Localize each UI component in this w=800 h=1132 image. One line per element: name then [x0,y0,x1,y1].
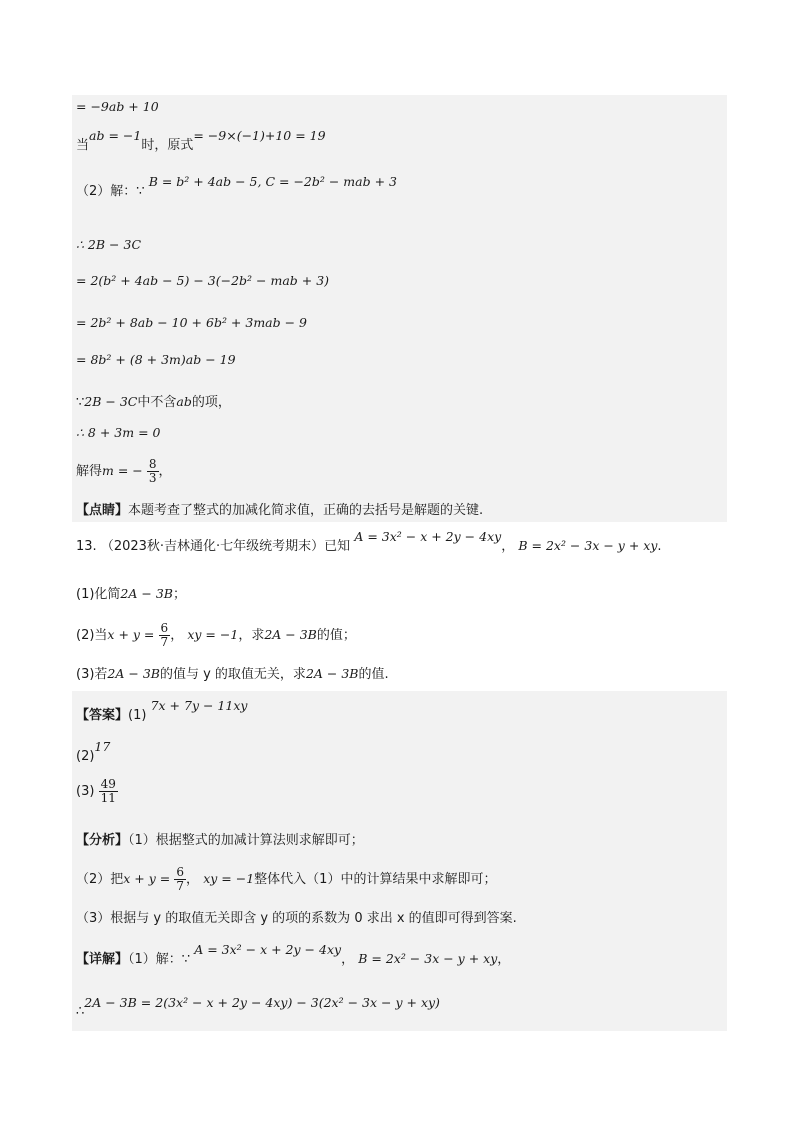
problem-13-header: 13. （2023秋·吉林通化·七年级统考期末）已知 A = 3x² − x + 2y − 4xy， B = 2x² − 3x − y + xy. [76,529,662,554]
fraction-49-11: $\frac{49}{11}$ [100,777,116,805]
line-distribute-step: = 2b² + 8ab − 10 + 6b² + 3mab − 9 [76,315,308,330]
line-therefore-2b-3c: ∴ 2B − 3C [76,237,142,252]
line-result-9ab: = −9ab + 10 [76,99,159,114]
detail-part1-expression: ∴2A − 3B = 2(3x² − x + 2y − 4xy) − 3(2x² − 3x − y + xy) [76,995,440,1019]
fraction-8-3: $\frac{8}{3}$ [148,457,157,485]
line-no-ab-term: ∵2B − 3C中不含ab的项， [76,394,231,410]
line-collect-step: = 8b² + (8 + 3m)ab − 19 [76,352,236,367]
detail-part1-given: 【详解】（1）解：∵ A = 3x² − x + 2y − 4xy， B = 2x² − 3x − y + xy， [76,942,511,967]
line-substitute-ab: 当ab = −1时，原式= −9×(−1)+10 = 19 [76,128,326,153]
line-part2-given: （2）解：∵ B = b² + 4ab − 5, C = −2b² − mab + 3 [76,174,397,199]
solution-shaded-block-2 [72,691,727,1031]
analysis-part3: （3）根据与 y 的取值无关即含 y 的项的系数为 0 求出 x 的值即可得到答案. [76,911,517,926]
fraction-6-7: $\frac{6}{7}$ [160,621,169,649]
line-key-point: 【点睛】本题考查了整式的加减化简求值，正确的去括号是解题的关键. [76,503,484,518]
answer-part2: (2)17 [76,739,111,764]
fraction-6-7-analysis: $\frac{6}{7}$ [176,865,185,893]
line-equation-m: ∴ 8 + 3m = 0 [76,425,161,440]
line-solve-m: 解得m = − $\frac{8}{3}$ ， [76,457,172,485]
problem-13-part1: (1)化简2A − 3B； [76,586,186,602]
problem-13-part3: (3)若2A − 3B的值与 y 的取值无关，求2A − 3B的值. [76,666,389,682]
analysis-part2: （2）把x + y = $\frac{6}{7}$ ， xy = −1整体代入（1）中的计算结果中求解即可； [76,865,497,893]
answer-part3: (3) $\frac{49}{11}$ [76,777,116,805]
analysis-part1: 【分析】（1）根据整式的加减计算法则求解即可； [76,833,364,848]
line-expand-step: = 2(b² + 4ab − 5) − 3(−2b² − mab + 3) [76,273,330,288]
answer-part1: 【答案】(1) 7x + 7y − 11xy [76,698,248,723]
problem-13-part2: (2)当x + y = $\frac{6}{7}$ ， xy = −1，求2A − 3B的值； [76,621,356,649]
